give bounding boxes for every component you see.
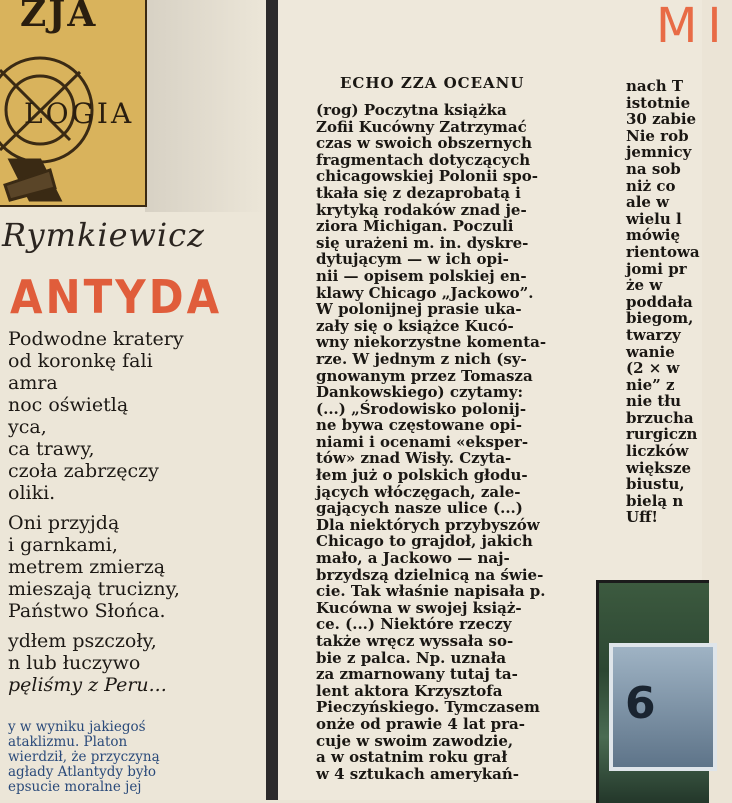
column-line: brzucha — [626, 408, 694, 427]
column-line: niż co — [626, 176, 676, 195]
article-line: także wręcz wyssała so- — [316, 632, 514, 650]
article-line: łem już o polskich głodu- — [316, 466, 528, 485]
column-line: na sob — [626, 159, 681, 178]
article-line: tów» znad Wisły. Czyta- — [316, 449, 512, 468]
article-line: niami i ocenami «eksper- — [316, 432, 529, 451]
poem-line: pęliśmy z Peru... — [8, 674, 167, 696]
poem-line: ca trawy, — [8, 438, 95, 460]
article-line: się urażeni m. in. dyskre- — [316, 233, 529, 252]
article-line: gających nasze ulice (...) — [316, 499, 523, 518]
article-line: a w ostatnim roku grał — [316, 748, 508, 767]
column-line: liczków — [626, 442, 689, 461]
article-line: mało, a Jackowo — naj- — [316, 549, 510, 568]
article-line: jących włóczęgach, zale- — [316, 482, 521, 501]
article-line: Zofii Kucówny Zatrzymać — [316, 117, 527, 136]
poem-line: od koronkę fali — [8, 350, 153, 372]
article-line: za zmarnowany tutaj ta- — [316, 665, 518, 684]
section-title: MI — [656, 0, 732, 54]
article-line: (...) „Środowisko polonij- — [316, 399, 527, 418]
article-line: zały się o książce Kucó- — [316, 316, 514, 335]
column-line: nie tłu — [626, 392, 681, 411]
column-line: istotnie — [626, 93, 691, 112]
article-line: bie z palca. Np. uznała — [316, 648, 507, 667]
poem-line: metrem zmierzą — [8, 556, 166, 578]
article-line: ne bywa częstowane opi- — [316, 416, 523, 435]
stanza-gap — [8, 504, 270, 512]
page-gutter — [266, 0, 278, 800]
article-line: cuje w swoim zawodzie, — [316, 731, 514, 750]
column-line: 30 zabie — [626, 110, 697, 129]
poem-line: oliki. — [8, 482, 56, 504]
note-line: epsucie moralne jej — [8, 779, 142, 795]
note-line: wierdził, że przyczyną — [8, 749, 160, 765]
article-line: w 4 sztukach amerykań- — [316, 764, 519, 783]
emblem-bottom-text: LOGIA — [24, 97, 135, 130]
article-line: czas w swoich obszernych — [316, 134, 533, 153]
column-line: wielu l — [626, 209, 682, 228]
column-line: twarzy — [626, 325, 681, 344]
poem-line: ydłem pszczoły, — [8, 630, 157, 652]
poem-line: amra — [8, 372, 58, 394]
column-line: poddała — [626, 292, 693, 311]
article-line: fragmentach dotyczących — [316, 150, 531, 169]
article-line: Dla niektórych przybyszów — [316, 515, 540, 534]
article-line: Kucówna w swojej książ- — [316, 598, 522, 617]
column-line: rientowa — [626, 242, 700, 261]
article-line: onże od prawie 4 lat pra- — [316, 714, 525, 733]
article-line: Pieczyńskiego. Tymczasem — [316, 698, 540, 717]
article-line: Dankowskiego) czytamy: — [316, 383, 523, 402]
poem-line: i garnkami, — [8, 534, 118, 556]
article-line: krytyką rodaków znad je- — [316, 200, 527, 219]
column-line: rurgiczn — [626, 425, 698, 444]
column-line: bielą n — [626, 491, 684, 510]
poem-line: Oni przyjdą — [8, 512, 120, 534]
poem-title: ANTYDA — [10, 270, 223, 324]
article-line: Chicago to grajdoł, jakich — [316, 532, 533, 551]
left-page-column — [0, 0, 266, 800]
emblem-shadow — [145, 0, 266, 212]
stanza-gap — [8, 622, 270, 630]
poem-line: Podwodne kratery — [8, 328, 184, 350]
article-heading: ECHO ZZA OCEANU — [340, 74, 525, 92]
article-line: rze. W jednym z nich (sy- — [316, 349, 527, 368]
tv-photo — [596, 580, 709, 803]
column-line: wanie — [626, 342, 675, 361]
note-line: ataklizmu. Platon — [8, 734, 128, 750]
article-line: wny niekorzystne komenta- — [316, 333, 547, 352]
article-line: cie. Tak właśnie napisała p. — [316, 582, 546, 601]
article-line: dytującym — w ich opi- — [316, 250, 509, 269]
poem-line: noc oświetlą — [8, 394, 129, 416]
article-line: lent aktora Krzysztofa — [316, 681, 503, 700]
right-page — [278, 0, 732, 800]
poem-line: Państwo Słońca. — [8, 600, 166, 622]
column-line: jomi pr — [626, 259, 687, 278]
poem-line: yca, — [8, 416, 47, 438]
poem-line: mieszają trucizny, — [8, 578, 180, 600]
column-line: nach T — [626, 77, 684, 95]
poem-body — [8, 328, 270, 696]
column-line: nie” z — [626, 375, 675, 394]
tv-digit: 6 — [625, 678, 656, 729]
article-line: klawy Chicago „Jackowo”. — [316, 283, 534, 302]
column-line: że w — [626, 276, 663, 295]
article-line: tkała się z dezaprobatą i — [316, 183, 521, 202]
article-line: ce. (...) Niektóre rzeczy — [316, 615, 512, 634]
article-line: chicagowskiej Polonii spo- — [316, 167, 538, 186]
column-line: mówię — [626, 226, 681, 245]
article-line: nii — opisem polskiej en- — [316, 266, 527, 285]
poem-line: n lub łuczywo — [8, 652, 141, 674]
blue-note — [8, 720, 256, 795]
article-line: ziora Michigan. Poczuli — [316, 217, 514, 236]
poem-line: czoła zabrzęczy — [8, 460, 159, 482]
note-line: y w wyniku jakiegoś — [8, 719, 146, 735]
column-line: biegom, — [626, 309, 694, 328]
column-line: większe — [626, 458, 692, 477]
article-body — [316, 102, 592, 782]
note-line: agłady Atlantydy było — [8, 764, 157, 780]
section-emblem — [0, 0, 147, 207]
article-line: (rog) Poczytna książka — [316, 101, 507, 119]
emblem-top-text: ZJA — [20, 0, 98, 35]
column-line: ale w — [626, 193, 670, 212]
article-line: brzydszą dzielnicą na świe- — [316, 565, 544, 584]
article-line: gnowanym przez Tomasza — [316, 366, 533, 385]
column-line: (2 × w — [626, 359, 680, 378]
poem-author: Rymkiewicz — [2, 216, 205, 254]
article-line: W polonijnej prasie uka- — [316, 300, 522, 319]
column-line: Uff! — [626, 508, 658, 527]
adjacent-column — [626, 78, 706, 526]
column-line: jemnicy — [626, 143, 692, 162]
column-line: Nie rob — [626, 126, 689, 145]
column-line: biustu, — [626, 475, 685, 494]
